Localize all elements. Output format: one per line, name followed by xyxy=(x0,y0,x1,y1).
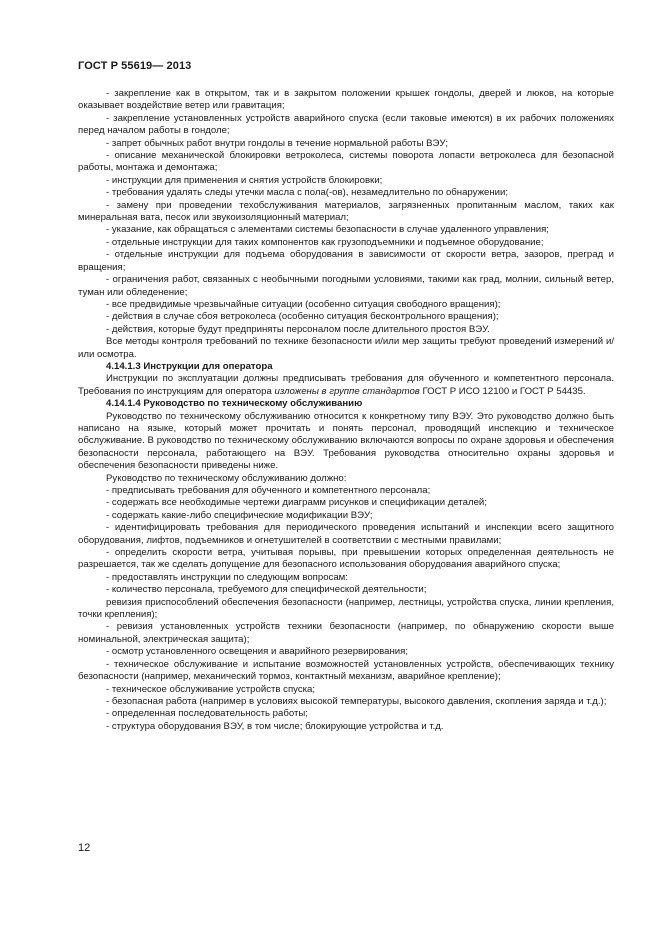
text-run: Инструкции по эксплуатации должны предписывать требования для обученного и компетентного персонала. Требования по инструкциям для оператора xyxy=(78,373,614,397)
list-item: - замену при проведении техобслуживания материалов, загрязненных пропитанным маслом, такиx как минеральная вата, песок или звукоизоляционный материал; xyxy=(78,199,614,224)
list-item: - предоставлять инструкции по следующим вопросам: xyxy=(106,571,348,583)
section-heading: 4.14.1.3 Инструкции для оператора xyxy=(106,360,273,372)
body-paragraph: Руководство по техническому обслуживанию должно: xyxy=(106,472,347,484)
page-number: 12 xyxy=(78,842,91,854)
list-item: - ограничения работ, связанных с необычными погодными условиями, такими как град, молнии, сильный ветер, туман или обледенение; xyxy=(78,274,614,298)
text-run: ГОСТ Р ИСО 12100 и ГОСТ Р 54435. xyxy=(419,385,586,397)
body-paragraph xyxy=(78,373,614,398)
list-item: - инструкции для применения и снятия устройств блокировки; xyxy=(106,174,383,186)
page-content xyxy=(78,88,614,733)
list-item: - количество персонала, требуемого для специфической деятельности; xyxy=(106,584,427,596)
list-item: - закрепление как в открытом, так и в закрытом положении крышек гондолы, дверей и люков, на которые оказывает воздействие ветер или гравитация; xyxy=(78,88,614,112)
list-item: - действия, которые будут предприняты персоналом после длительного простоя ВЭУ. xyxy=(106,323,490,335)
list-item: - предписывать требования для обученного и компетентного персонала; xyxy=(106,485,431,496)
body-paragraph: Все методы контроля требований по технике безопасности и/или мер защиты требуют проведений измерений и/или осмотра. xyxy=(78,336,614,360)
list-item: - осмотр установленного освещения и аварийного резервирования; xyxy=(106,646,409,658)
list-item: ревизия приспособлений обеспечения безопасности (например, лестницы, устройства спуска, линии крепления, точки крепления); xyxy=(78,596,614,621)
list-item: - описание механической блокировки ветроколеса, системы поворота лопасти ветроколеса для безопасной работы, монтажа и демонтажа; xyxy=(78,150,614,174)
list-item: - определить скорости ветра, учитывая порывы, при превышении которых определенная деятельность не разрешается, так же сделать допущение для безопасного использования оборудования аварийного спуска; xyxy=(78,547,614,571)
list-item: - техническое обслуживание устройств спуска; xyxy=(106,683,316,695)
list-item: - безопасная работа (например в условиях высокой температуры, высокого давления, скопления заряда и т.д.); xyxy=(106,695,607,707)
list-item: - содержать все необходимые чертежи диаграмм рисунков и спецификации деталей; xyxy=(106,497,487,509)
list-item: - ревизия установленных устройств техники безопасности (например, по обнаружению скорости выше номинальной, электрическая защита); xyxy=(78,621,614,645)
list-item: - определенная последовательность работы; xyxy=(106,708,308,720)
list-item: - требования удалять следы утечки масла с пола(-ов), незамедлительно по обнаружении; xyxy=(106,187,508,199)
list-item: - запрет обычных работ внутри гондолы в течение нормальной работы ВЭУ; xyxy=(106,137,448,149)
document-header: ГОСТ Р 55619— 2013 xyxy=(78,60,192,72)
list-item: - указание, как обращаться с элементами системы безопасности в случае удаленного управления; xyxy=(106,224,549,236)
list-item: - действия в случае сбоя ветроколеса (особенно ситуация бесконтрольного вращения); xyxy=(106,311,499,323)
list-item: - отдельные инструкции для подъема оборудования в зависимости от скорости ветра, зазоров, преград и вращения; xyxy=(78,249,614,273)
list-item: - структура оборудования ВЭУ, в том числе; блокирующие устройства и т.д. xyxy=(106,720,444,732)
section-heading: 4.14.1.4 Руководство по техническому обслуживанию xyxy=(106,398,363,410)
list-item: - все предвидимые чрезвычайные ситуации (особенно ситуация свободного вращения); xyxy=(106,298,501,310)
italic-text-run: изложены в группе стандартов xyxy=(274,385,420,397)
list-item: - идентифицировать требования для периодического проведения испытаний и инспекции всего защитного оборудования, лифтов, подъемников и огнетушителей в соответствии с местными правилами; xyxy=(78,522,614,546)
list-item: - техническое обслуживание и испытание возможностей установленных устройств, обеспечивающих технику безопасности (например, механический тормоз, контактный механизм, аварийное крепление); xyxy=(78,658,614,683)
list-item: - содержать какие-либо специфические модификации ВЭУ; xyxy=(106,509,373,521)
body-paragraph: Руководство по техническому обслуживанию относится к конкретному типу ВЭУ. Это руководство должно быть написано на языке, который может прочитать и понять персонал, проводящий инспекцию и техническое обслуживание. В руководство по техническому обслуживанию включаются вопросы по охране здоровья и обеспечения безопасности персонала, работающего на ВЭУ. Требования руководства относительно охраны здоровья и обеспечения безопасности приведены ниже. xyxy=(78,410,614,472)
list-item: - закрепление установленных устройств аварийного спуска (если таковые имеются) в их рабочих положениях перед началом работы в гондоле; xyxy=(78,112,614,137)
list-item: - отдельные инструкции для таких компонентов как грузоподъемники и подъемное оборудование; xyxy=(106,236,544,248)
